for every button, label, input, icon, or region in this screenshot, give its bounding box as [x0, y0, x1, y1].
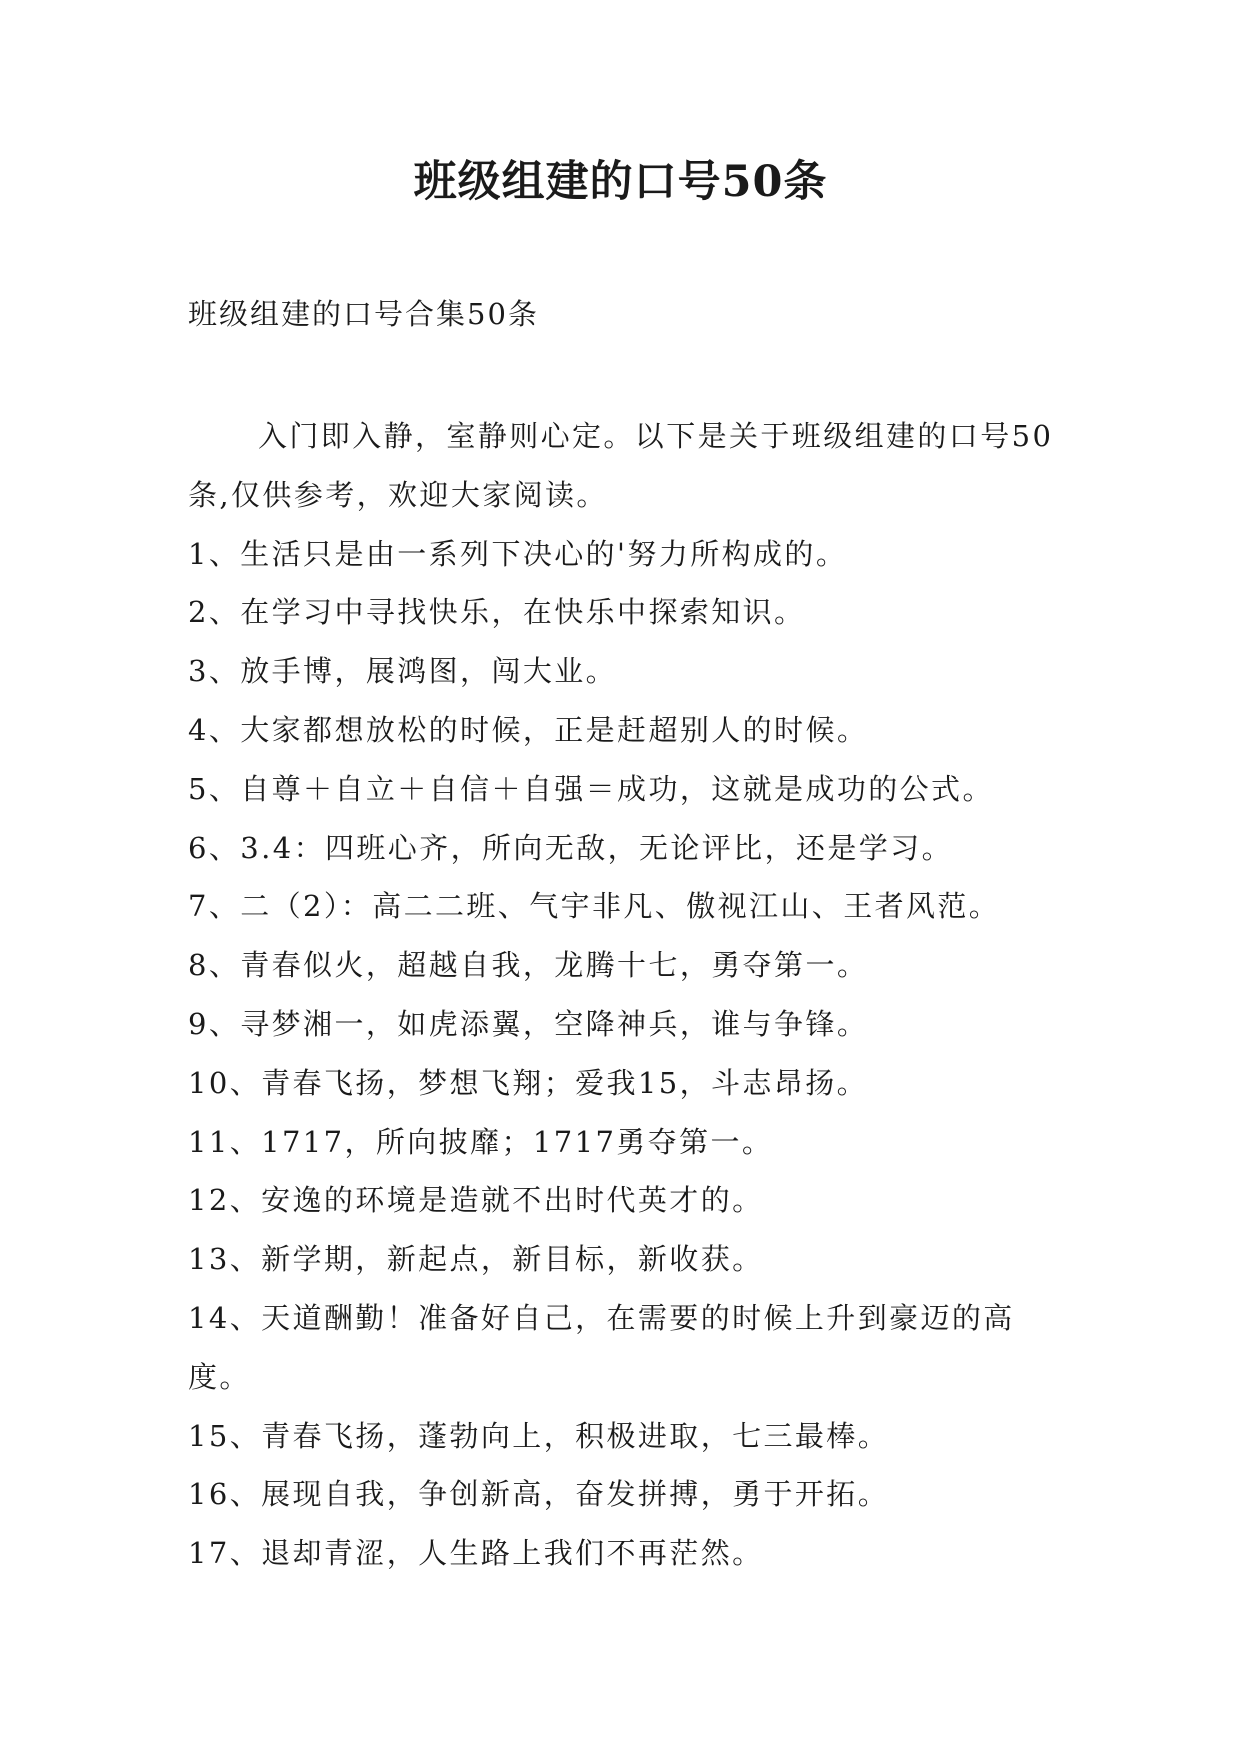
slogan-item-10: 10、青春飞扬，梦想飞翔；爱我15，斗志昂扬。	[188, 1065, 869, 1100]
slogan-item-13: 13、新学期，新起点，新目标，新收获。	[188, 1242, 764, 1277]
slogan-item-7: 7、二（2）：高二二班、气宇非凡、傲视江山、王者风范。	[188, 889, 1001, 924]
slogan-item-8: 8、青春似火，超越自我，龙腾十七，勇夺第一。	[188, 948, 869, 983]
slogan-item-16: 16、展现自我，争创新高，奋发拼搏，勇于开拓。	[188, 1477, 890, 1512]
slogan-item-12: 12、安逸的环境是造就不出时代英才的。	[188, 1183, 764, 1218]
slogan-item-11: 11、1717，所向披靡；1717勇夺第一。	[188, 1124, 774, 1159]
intro-paragraph: 入门即入静，室静则心定。以下是关于班级组建的口号50条,仅供参考，欢迎大家阅读。	[188, 419, 1054, 512]
document-subtitle: 班级组建的口号合集50条	[188, 297, 539, 331]
slogan-item-15: 15、青春飞扬，蓬勃向上，积极进取，七三最棒。	[188, 1418, 890, 1453]
slogan-item-17: 17、退却青涩，人生路上我们不再茫然。	[188, 1536, 764, 1571]
slogan-item-4: 4、大家都想放松的时候，正是赶超别人的时候。	[188, 712, 869, 747]
slogan-item-14: 14、天道酬勤！准备好自己，在需要的时候上升到豪迈的高度。	[188, 1300, 1015, 1394]
slogan-item-9: 9、寻梦湘一，如虎添翼，空降神兵，谁与争锋。	[188, 1006, 869, 1041]
document-title: 班级组建的口号50条	[413, 157, 828, 207]
slogan-item-1: 1、生活只是由一系列下决心的'努力所构成的。	[188, 536, 848, 571]
slogan-item-3: 3、放手博，展鸿图，闯大业。	[188, 654, 618, 689]
slogan-item-6: 6、3.4：四班心齐，所向无敌，无论评比，还是学习。	[188, 830, 953, 865]
slogan-item-2: 2、在学习中寻找快乐，在快乐中探索知识。	[188, 595, 806, 630]
document-body	[188, 407, 1058, 1583]
slogan-item-5: 5、自尊＋自立＋自信＋自强＝成功，这就是成功的公式。	[188, 771, 994, 806]
